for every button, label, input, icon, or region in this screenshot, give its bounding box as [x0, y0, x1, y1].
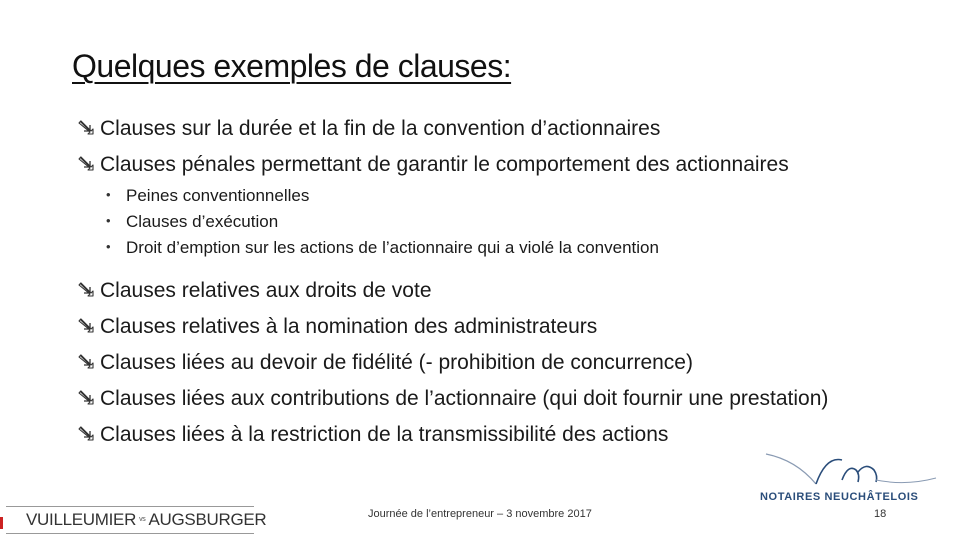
bullet-item — [76, 278, 936, 306]
vuilleumier-augsburger-logo — [0, 504, 267, 536]
arrow-bullet-icon — [76, 351, 100, 378]
slide-title: Quelques exemples de clauses: — [72, 48, 512, 84]
logo-text — [26, 510, 266, 530]
footer-text: Journée de l’entrepreneur – 3 novembre 2017 — [368, 508, 592, 520]
logo-accent-bar — [0, 517, 3, 529]
arrow-bullet-icon — [76, 387, 100, 414]
sub-bullet-list — [106, 182, 936, 260]
logo-top-rule — [6, 506, 254, 507]
bullet-list — [76, 116, 936, 458]
sub-bullet-item — [106, 208, 936, 234]
arrow-bullet-icon — [76, 423, 100, 450]
bullet-item — [76, 314, 936, 342]
bullet-item — [76, 386, 936, 414]
bullet-text: Clauses sur la durée et la fin de la convention d’actionnaires — [100, 117, 661, 140]
arrow-bullet-icon — [76, 279, 100, 306]
sub-bullet-dot: • — [106, 239, 111, 254]
logo-connector: vs — [139, 516, 146, 523]
sub-bullet-text: Droit d’emption sur les actions de l’actionnaire qui a violé la convention — [126, 238, 659, 257]
bullet-item — [76, 350, 936, 378]
bullet-item — [76, 116, 936, 144]
bullet-text: Clauses liées aux contributions de l’actionnaire (qui doit fournir une prestation) — [100, 387, 829, 410]
bullet-item — [76, 422, 936, 450]
bullet-text: Clauses liées au devoir de fidélité (- prohibition de concurrence) — [100, 351, 693, 374]
bullet-text: Clauses liées à la restriction de la transmissibilité des actions — [100, 423, 669, 446]
logo-part1: VUILLEUMIER — [26, 510, 137, 529]
arrow-bullet-icon — [76, 153, 100, 180]
bullet-text: Clauses pénales permettant de garantir le comportement des actionnaires — [100, 153, 789, 176]
logo-part2: AUGSBURGER — [148, 510, 267, 529]
bullet-text: Clauses relatives à la nomination des administrateurs — [100, 315, 598, 338]
sub-bullet-dot: • — [106, 213, 111, 228]
sub-bullet-dot: • — [106, 187, 111, 202]
bullet-text: Clauses relatives aux droits de vote — [100, 279, 432, 302]
logo-bottom-rule — [6, 533, 254, 534]
bullet-item — [76, 152, 936, 180]
arrow-bullet-icon — [76, 117, 100, 144]
page-number: 18 — [874, 508, 887, 520]
notaires-logo-text: NOTAIRES NEUCHÂTELOIS — [760, 491, 919, 503]
sub-bullet-text: Clauses d’exécution — [126, 212, 279, 231]
arrow-bullet-icon — [76, 315, 100, 342]
sub-bullet-text: Peines conventionnelles — [126, 186, 310, 205]
sub-bullet-item — [106, 234, 936, 260]
sub-bullet-item — [106, 182, 936, 208]
notaires-swoosh-icon — [756, 450, 940, 492]
notaires-neuchatelois-logo — [756, 450, 940, 508]
